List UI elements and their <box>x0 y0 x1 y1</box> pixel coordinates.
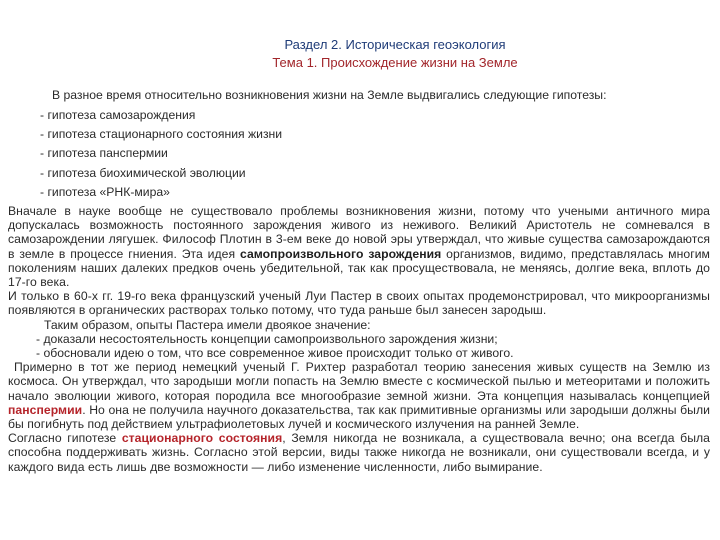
highlight-term: панспермии <box>8 402 83 417</box>
paragraph-panspermia <box>8 360 710 431</box>
hypotheses-list <box>8 108 710 204</box>
paragraph-text: организмов, видимо, представлялась многим поколениям наших далеких предков очень убедительной, так как просуществовала, не меняясь, долгие века, вплоть до 17-го века. <box>8 246 710 289</box>
paragraph-text: Вначале в науке вообще не существовало проблемы возникновения жизни, потому что учеными античного мира допускалась возможность постоянного зарождения живого из неживого. Великий Аристотель не сомневался в самозарождении лягушек. Философ Плотин в 3-ем веке до новой эры утверждал, что живые существа самозарождаются в земле в процессе гниения. Эта идея <box>8 203 710 261</box>
hypothesis-item: - гипотеза самозарождения <box>40 108 196 122</box>
hypothesis-item: - гипотеза биохимической эволюции <box>40 165 246 180</box>
highlight-term: стационарного состояния <box>121 431 283 446</box>
hypothesis-item: - гипотеза «РНК-мира» <box>40 184 170 199</box>
document-body <box>8 88 710 474</box>
paragraph-text: Согласно гипотезе <box>8 431 122 446</box>
bold-term: самопроизвольного зарождения <box>239 246 442 261</box>
section-title: Раздел 2. Историческая геоэкология <box>284 37 506 52</box>
paragraph-spontaneous-generation <box>8 204 710 289</box>
paragraph-pasteur: И только в 60-х гг. 19-го века французский ученый Луи Пастер в своих опытах продемонстрировал, что микроорганизмы появляются в органических растворах только потому, что туда раньше был занесен зародыш. <box>8 289 710 318</box>
paragraph-text: . Но она не получила научного доказательства, так как примитивные организмы или зародыши должны были бы погибнуть под действием ультрафиолетовых лучей и космического излучения на ранней Земле. <box>8 402 710 431</box>
hypothesis-item: - гипотеза стационарного состояния жизни <box>40 127 283 142</box>
conclusion-heading: Таким образом, опыты Пастера имели двоякое значение: <box>44 317 371 332</box>
paragraph-text: , Земля никогда не возникала, а существовала вечно; она всегда была способна поддерживать жизнь. Согласно этой версии, виды также никогда не возникали, они существовали всегда, и у каждого вида есть лишь две возможности — либо изменение численности, либо вымирание. <box>8 431 711 474</box>
hypothesis-item: - гипотеза панспермии <box>40 146 168 161</box>
intro-text: В разное время относительно возникновения жизни на Земле выдвигались следующие гипотезы: <box>52 88 607 102</box>
conclusion-item: - доказали несостоятельность концепции самопроизвольного зарождения жизни; <box>36 331 498 346</box>
conclusion-item: - обосновали идею о том, что все современное живое происходит только от живого. <box>36 345 514 360</box>
topic-title: Тема 1. Происхождение жизни на Земле <box>272 55 518 70</box>
slide-header <box>0 36 720 72</box>
paragraph-steady-state <box>8 431 710 474</box>
paragraph-text: Примерно в тот же период немецкий ученый Г. Рихтер разработал теорию занесения живых существ на Землю из космоса. Он утверждал, что зародыши могли попасть на Землю вместе с космической пылью и метеоритами и положить начало эволюции живого, которая породила все многообразие земной жизни. Эта концепция называлась концепцией <box>8 360 711 403</box>
